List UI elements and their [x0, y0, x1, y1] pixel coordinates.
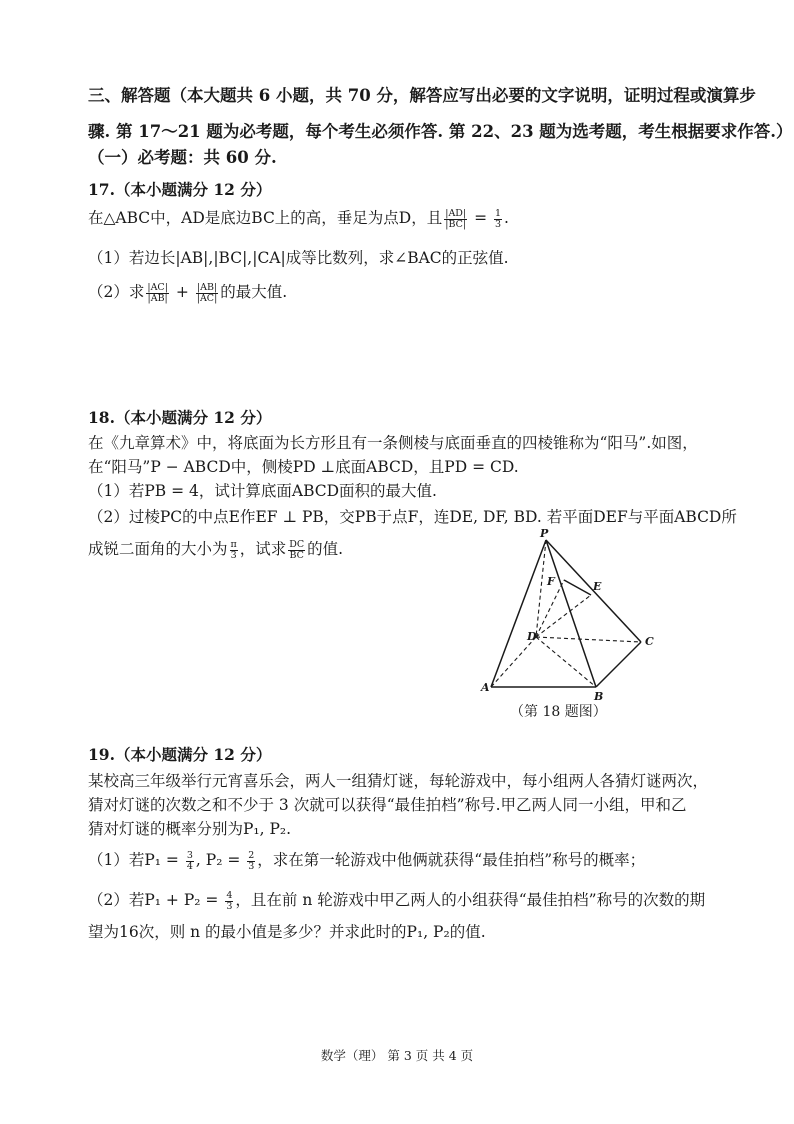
- q19-stem-line2: 猜对灯谜的次数之和不少于 3 次就可以获得“最佳拍档”称号.甲乙两人同一小组，甲和乙: [88, 796, 687, 814]
- q18-fraction-dc-bc: [288, 540, 305, 561]
- q19-part2-line2: 望为16次，则 n 的最小值是多少？并求此时的P₁, P₂的值.: [88, 923, 486, 941]
- edge-PB: [546, 540, 596, 687]
- label-P: P: [540, 527, 549, 540]
- q17-part2-frac1: [146, 283, 169, 304]
- q19-header: 19.（本小题满分 12 分）: [88, 745, 272, 764]
- q19-part1-frac1-den: 4: [186, 860, 193, 872]
- q17-part2-frac2-num: |AB|: [196, 281, 218, 293]
- label-F: F: [547, 575, 555, 588]
- q18-stem-line2: 在“阳马”P − ABCD中，侧棱PD ⊥底面ABCD，且PD = CD.: [88, 458, 519, 476]
- label-E: E: [593, 580, 602, 593]
- q19-part1-frac1: [186, 851, 194, 872]
- q17-part2-frac2-den: |AC|: [196, 292, 218, 304]
- section-subtitle: （一）必考题：共 60 分.: [88, 148, 277, 167]
- label-C: C: [645, 635, 654, 648]
- q17-stem: [88, 208, 509, 230]
- q17-part2-frac2: [196, 283, 219, 304]
- q19-part2-b: ，且在前 n 轮游戏中甲乙两人的小组获得“最佳拍档”称号的次数的期: [235, 891, 706, 909]
- edge-DA: [491, 637, 536, 687]
- q17-part2-suffix: 的最大值.: [220, 283, 288, 301]
- label-D: D: [527, 630, 537, 643]
- q18-header: 18.（本小题满分 12 分）: [88, 408, 272, 427]
- q17-stem-text: 在△ABC中，AD是底边BC上的高，垂足为点D，且: [88, 209, 443, 227]
- q19-part2-a: （2）若P₁ + P₂ =: [88, 891, 224, 909]
- q18-frac-den: 3: [230, 549, 237, 561]
- section-title-line1: 三、解答题（本大题共 6 小题，共 70 分，解答应写出必要的文字说明，证明过程或演算步: [88, 86, 756, 105]
- q18-part2-text-c: 的值.: [307, 540, 344, 558]
- q19-part1-frac1-num: 3: [186, 849, 193, 861]
- section-title-line2: 骤. 第 17～21 题为必考题，每个考生必须作答. 第 22、23 题为选考题，考生根据要求作答.）: [88, 122, 793, 141]
- q17-frac-den: |BC|: [445, 218, 467, 230]
- q19-part1: [88, 850, 645, 872]
- q17-part2: [88, 282, 287, 304]
- q18-fraction-pi-3: [230, 540, 238, 561]
- q19-part1-b: , P₂ =: [195, 851, 246, 869]
- q18-frac2-den: BC: [289, 549, 304, 561]
- q18-part1: （1）若PB = 4，试计算底面ABCD面积的最大值.: [88, 482, 437, 500]
- q19-stem-line1: 某校高三年级举行元宵喜乐会，两人一组猜灯谜，每轮游戏中，每小组两人各猜灯谜两次，: [88, 772, 709, 790]
- pyramid-figure: [476, 525, 676, 725]
- q17-fraction-ad-bc: [444, 209, 467, 230]
- q18-part2-line2: [88, 539, 343, 561]
- edge-DF: [536, 580, 564, 637]
- q17-part2-plus: +: [170, 283, 194, 301]
- label-B: B: [594, 690, 604, 703]
- q19-part2-frac: [225, 891, 233, 912]
- q17-part1: （1）若边长|AB|,|BC|,|CA|成等比数列，求∠BAC的正弦值.: [88, 249, 509, 267]
- q17-part2-frac1-den: |AB|: [147, 292, 168, 304]
- edge-FE: [564, 580, 591, 595]
- edge-DC: [536, 637, 641, 642]
- q17-part2-prefix: （2）求: [88, 283, 145, 301]
- q19-part1-c: ，求在第一轮游戏中他俩就获得“最佳拍档”称号的概率；: [257, 851, 646, 869]
- q19-stem-line3: 猜对灯谜的概率分别为P₁, P₂.: [88, 820, 292, 838]
- q19-part1-frac2-num: 2: [248, 849, 255, 861]
- q18-part2-line1: （2）过棱PC的中点E作EF ⊥ PB，交PB于点F，连DE, DF, BD. 若平面DEF与平面ABCD所: [88, 508, 737, 526]
- edge-BC: [596, 642, 641, 687]
- q18-part2-text-b: ，试求: [239, 540, 287, 558]
- q17-frac-num: |AD|: [445, 207, 467, 219]
- label-A: A: [481, 681, 490, 694]
- q18-frac-num: π: [230, 538, 237, 550]
- edge-PA: [491, 540, 546, 687]
- q17-part2-frac1-num: |AC|: [147, 281, 168, 293]
- q17-equals: =: [469, 209, 492, 227]
- q18-stem-line1: 在《九章算术》中，将底面为长方形且有一条侧棱与底面垂直的四棱锥称为“阳马”.如图，: [88, 434, 698, 452]
- q17-stem-end: .: [504, 209, 509, 227]
- figure-caption: （第 18 题图）: [510, 704, 607, 720]
- q18-part2-text-a: 成锐二面角的大小为: [88, 540, 228, 558]
- q17-fraction-one-third: [494, 209, 502, 230]
- q19-part2-frac-num: 4: [226, 889, 233, 901]
- page-footer: 数学（理） 第 3 页 共 4 页: [320, 1048, 474, 1063]
- q19-part1-frac2: [247, 851, 255, 872]
- q17-header: 17.（本小题满分 12 分）: [88, 180, 272, 199]
- q19-part2-line1: [88, 890, 705, 912]
- edge-DE: [536, 595, 591, 637]
- q18-frac2-num: DC: [289, 538, 305, 550]
- q17-frac2-den: 3: [494, 218, 502, 230]
- q19-part1-frac2-den: 3: [248, 860, 255, 872]
- q19-part2-frac-den: 3: [226, 900, 233, 912]
- q17-frac2-num: 1: [494, 207, 502, 219]
- q19-part1-a: （1）若P₁ =: [88, 851, 184, 869]
